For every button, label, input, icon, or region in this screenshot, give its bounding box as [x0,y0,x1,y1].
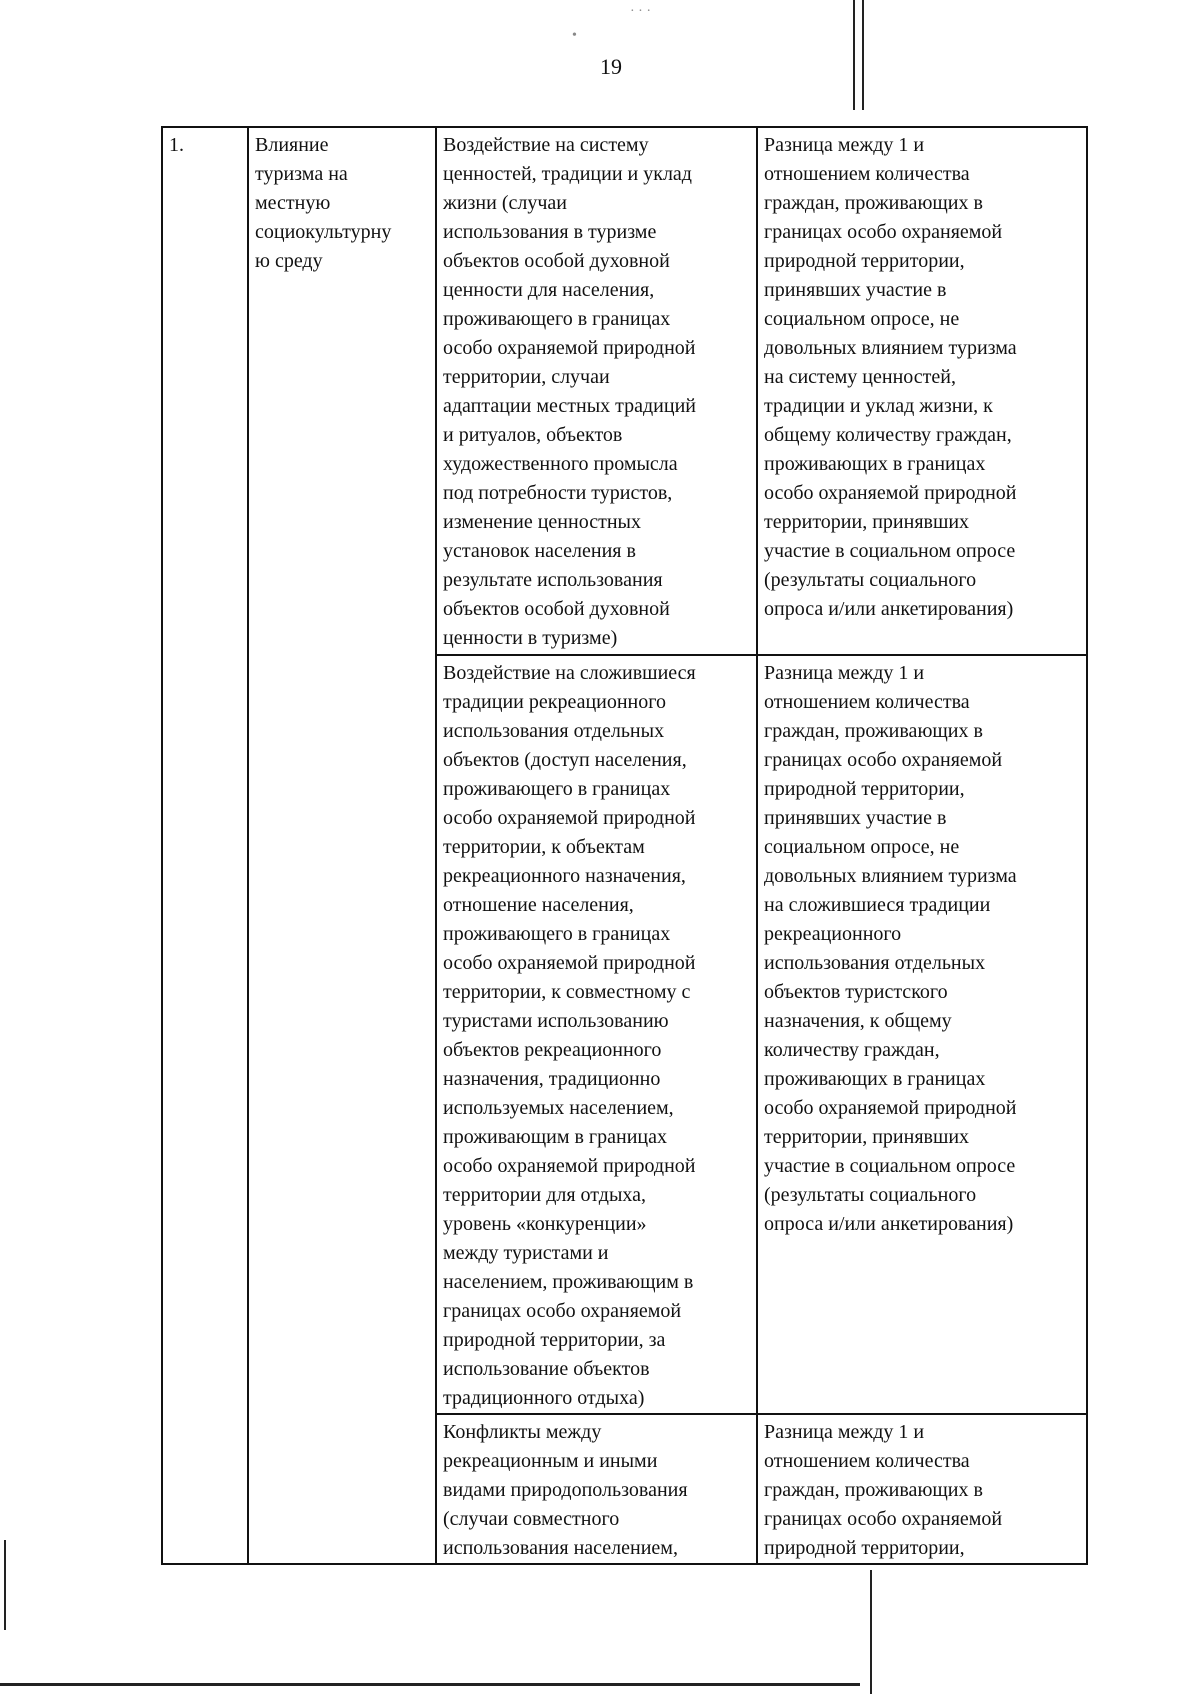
table-row [162,655,1087,1414]
indicator-cell [757,655,1087,1414]
criteria-table [161,126,1088,1565]
scan-margin-line [0,1683,860,1686]
category-cell [248,655,436,1414]
indicator-text: Разница между 1 и отношением количества граждан, проживающих в границах особо охраняемой природной территории, принявших участие в социальном опросе, не довольных влиянием туризма на систему ценностей, традиции и уклад жизни, к общему количеству граждан, проживающих в границах особо охраняемой природной территории, принявших участие в социальном опросе (результаты социального опроса и/или анкетирования) [764,134,1017,620]
table-row [162,1414,1087,1564]
section-number: 1. [169,134,184,156]
indicator-text: Разница между 1 и отношением количества граждан, проживающих в границах особо охраняемой природной территории, принявших участие в социальном опросе, не довольных влиянием туризма на сложившиеся традиции рекреационного использования отдельных объектов туристского назначения, к общему количеству граждан, проживающих в границах особо охраняемой природной территории, принявших участие в социальном опросе (результаты социального опроса и/или анкетирования) [764,662,1017,1235]
factor-cell [436,1414,757,1564]
category-label: Влияние туризма на местную социокультурну ю среду [255,134,392,272]
scan-margin-line [870,1570,872,1694]
indicator-cell [757,127,1087,655]
factor-cell [436,655,757,1414]
scan-margin-line [862,0,864,110]
category-cell [248,1414,436,1564]
category-cell [248,127,436,655]
factor-cell [436,127,757,655]
scan-margin-line [853,0,855,110]
scan-speck: • [572,28,577,43]
scan-speck: · · · [630,4,651,19]
factor-text: Конфликты между рекреационным и иными видами природопользования (случаи совместного использования населением, [443,1421,688,1559]
section-number-cell [162,655,248,1414]
table-row [162,127,1087,655]
section-number-cell [162,1414,248,1564]
page-number: 19 [600,54,622,79]
indicator-cell [757,1414,1087,1564]
indicator-text: Разница между 1 и отношением количества граждан, проживающих в границах особо охраняемой природной территории, [764,1421,1003,1559]
section-number-cell [162,127,248,655]
factor-text: Воздействие на сложившиеся традиции рекреационного использования отдельных объектов (доступ населения, проживающего в границах особо охраняемой природной территории, к объектам рекреационного назначения, отношение населения, проживающего в границах особо охраняемой природной территории, к совместному с туристами использованию объектов рекреационного назначения, традиционно используемых населением, проживающим в границах особо охраняемой природной территории для отдыха, уровень «конкуренции» между туристами и населением, проживающим в границах особо охраняемой природной территории, за использование объектов традиционного отдыха) [443,662,696,1409]
factor-text: Воздействие на систему ценностей, традиции и уклад жизни (случаи использования в туризме объектов особой духовной ценности для населения, проживающего в границах особо охраняемой природной территории, случаи адаптации местных традиций и ритуалов, объектов художественного промысла под потребности туристов, изменение ценностных установок населения в результате использования объектов особой духовной ценности в туризме) [443,134,696,649]
scan-margin-line [4,1540,6,1630]
